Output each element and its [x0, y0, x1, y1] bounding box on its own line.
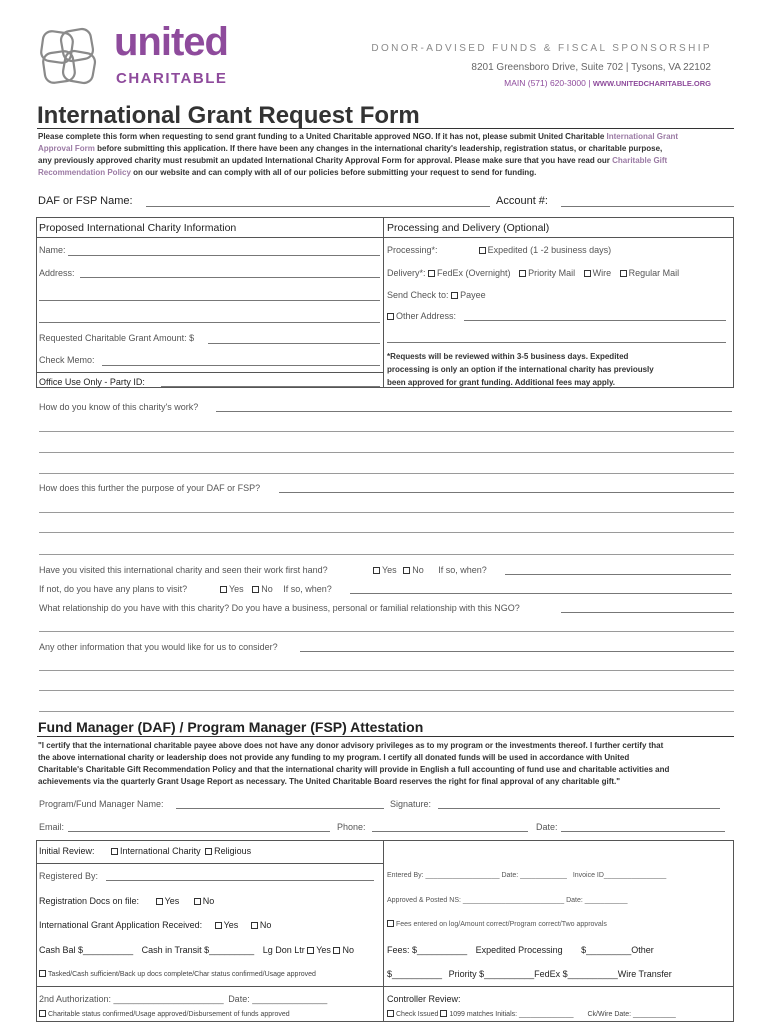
grant-amount-field[interactable] — [208, 343, 380, 344]
entered-by: Entered By: ___________________ — [387, 872, 500, 879]
q5-field-1[interactable] — [561, 612, 734, 613]
reg-docs-label: Registration Docs on file: — [39, 896, 140, 906]
approval-form-link-b[interactable]: Approval Form — [38, 144, 95, 153]
cash-row — [39, 945, 354, 955]
entered-by-row — [387, 872, 666, 879]
title-rule — [37, 128, 734, 129]
delivery-label: Delivery*: — [387, 268, 426, 278]
q5-label: What relationship do you have with this charity? Do you have a business, personal or familial relationship with this NGO? — [39, 603, 520, 613]
office-use-rule — [36, 372, 383, 373]
q2-label: How does this further the purpose of your DAF or FSP? — [39, 483, 261, 493]
regular-mail-label: Regular Mail — [628, 268, 680, 278]
name-label: Name: — [39, 245, 66, 255]
address-field-2[interactable] — [39, 300, 380, 301]
q3-when-field[interactable] — [505, 574, 731, 575]
processing-label: Processing*: — [387, 245, 438, 255]
address-field-3[interactable] — [39, 322, 380, 323]
processing-header: Processing and Delivery (Optional) — [387, 222, 550, 234]
manager-name-field[interactable] — [176, 808, 384, 809]
q2-field-3[interactable] — [39, 532, 734, 533]
check-memo-field[interactable] — [102, 365, 380, 366]
phone-field[interactable] — [372, 831, 528, 832]
charity-info-header: Proposed International Charity Information — [39, 222, 237, 234]
cash-transit: Cash in Transit $_________ — [141, 945, 255, 955]
signature-label: Signature: — [390, 799, 432, 809]
expedited-processing-label: Expedited Processing — [475, 945, 563, 955]
tasked-checkbox[interactable] — [39, 970, 46, 977]
check-issued-checkbox[interactable] — [387, 1010, 394, 1017]
char-status-label: Charitable status confirmed/Usage approved/Disbursement of funds approved — [48, 1011, 290, 1018]
phone: (571) 620-3000 | — [527, 78, 591, 88]
intro-text — [38, 131, 738, 179]
fees-label: Fees: $__________ — [387, 945, 468, 955]
processing-note — [387, 350, 732, 389]
religious-checkbox[interactable] — [205, 848, 212, 855]
fedex-checkbox[interactable] — [428, 270, 435, 277]
registered-by-field[interactable] — [106, 880, 374, 881]
charity-box-divider — [383, 217, 384, 388]
wire-label: Wire — [592, 268, 612, 278]
page-title: International Grant Request Form — [37, 102, 420, 129]
q1-field-3[interactable] — [39, 452, 734, 453]
intl-app-no-checkbox[interactable] — [251, 922, 258, 929]
q4-when-label: If so, when? — [283, 584, 332, 594]
intro-p4: on our website and can comply with all of our policies before submitting your request to send for funding. — [133, 168, 537, 177]
intl-charity-label: International Charity — [120, 846, 201, 856]
attestation-line-2: the above international charity or leadership does not provide any funding to my program. I certify all donated funds will be used in accordance with United — [38, 753, 630, 762]
priority-mail-checkbox[interactable] — [519, 270, 526, 277]
q3-when-label: If so, when? — [438, 565, 487, 575]
q4-yes-label: Yes — [229, 584, 244, 594]
intl-app-yes-label: Yes — [223, 920, 239, 930]
matches-checkbox[interactable] — [440, 1010, 447, 1017]
email-label: Email: — [39, 822, 65, 832]
fees-entered-row — [387, 920, 607, 928]
office-rule-1 — [36, 863, 383, 864]
grant-amount-label: Requested Charitable Grant Amount: $ — [39, 333, 195, 343]
char-status-row — [39, 1010, 290, 1018]
send-check-row — [387, 290, 486, 300]
lg-don-label: Lg Don Ltr — [262, 945, 305, 955]
q2-field-4[interactable] — [39, 554, 734, 555]
q3-yes-label: Yes — [382, 565, 397, 575]
brand-united: united — [114, 20, 228, 64]
account-field[interactable] — [561, 206, 734, 207]
delivery-row — [387, 268, 679, 278]
reg-docs-no-checkbox[interactable] — [194, 898, 201, 905]
second-auth-label: 2nd Authorization: ______________________ — [39, 994, 224, 1004]
note-line-3: been approved for grant funding. Additional fees may apply. — [387, 378, 616, 387]
reg-docs-no-label: No — [202, 896, 215, 906]
q4-when-field[interactable] — [350, 593, 732, 594]
fedex-label: FedEx (Overnight) — [437, 268, 511, 278]
q4-yes-checkbox[interactable] — [220, 586, 227, 593]
second-auth-row — [39, 994, 327, 1004]
q1-field-4[interactable] — [39, 473, 734, 474]
intro-p2: before submitting this application. If there have been any changes in the international charity's leadership, registration status, or charitable purpose, — [97, 144, 663, 153]
website[interactable]: WWW.UNITEDCHARITABLE.ORG — [592, 79, 711, 88]
q3-yes-checkbox[interactable] — [373, 567, 380, 574]
policy-link-b[interactable]: Recommendation Policy — [38, 168, 131, 177]
q3-options — [373, 565, 487, 575]
invoice-id: Invoice ID________________ — [572, 872, 667, 879]
attestation-heading: Fund Manager (DAF) / Program Manager (FSP) Attestation — [38, 719, 424, 735]
approved-date: Date: ___________ — [566, 897, 628, 904]
intl-charity-checkbox[interactable] — [111, 848, 118, 855]
q6-field-1[interactable] — [300, 651, 734, 652]
address-field-1[interactable] — [80, 277, 380, 278]
other-address-label: Other Address: — [396, 311, 457, 321]
q2-field-1[interactable] — [279, 492, 734, 493]
daf-name-field[interactable] — [146, 206, 490, 207]
fees-entered-label: Fees entered on log/Amount correct/Program correct/Two approvals — [396, 921, 607, 928]
name-field[interactable] — [68, 255, 380, 256]
party-id-field[interactable] — [161, 386, 380, 387]
address: 8201 Greensboro Drive, Suite 702 | Tysons, VA 22102 — [471, 62, 711, 73]
q4-no-checkbox[interactable] — [252, 586, 259, 593]
check-memo-label: Check Memo: — [39, 355, 95, 365]
date-label: Date: — [536, 822, 558, 832]
delivery-fees: Priority $__________FedEx $__________Wire Transfer — [448, 969, 672, 979]
controller-review-label: Controller Review: — [387, 994, 461, 1004]
approval-form-link-a[interactable]: International Grant — [606, 132, 679, 141]
send-check-label: Send Check to: — [387, 290, 449, 300]
q6-label: Any other information that you would like for us to consider? — [39, 642, 278, 652]
other-address-field-1[interactable] — [464, 320, 726, 321]
office-box-divider — [383, 840, 384, 1022]
address-label: Address: — [39, 268, 75, 278]
phone-label: Phone: — [337, 822, 366, 832]
lg-don-no-checkbox[interactable] — [333, 947, 340, 954]
logo — [36, 20, 246, 90]
other-address-row — [387, 311, 456, 321]
brand-charitable: CHARITABLE — [116, 70, 228, 87]
q1-label: How do you know of this charity's work? — [39, 402, 199, 412]
policy-link-a[interactable]: Charitable Gift — [612, 156, 668, 165]
priority-fee-amount: $__________ — [387, 969, 443, 979]
lg-don-no-label: No — [342, 945, 354, 955]
payee-checkbox[interactable] — [451, 292, 458, 299]
attestation-line-4: achievements via the quarterly Grant Usage Report as necessary. The United Charitable Board reserves the right for final approval of any charitable gift." — [38, 777, 621, 786]
expedited-label: Expedited (1 -2 business days) — [487, 245, 612, 255]
phone-prefix: MAIN — [504, 78, 526, 88]
attestation-text — [38, 740, 738, 788]
note-line-1: *Requests will be reviewed within 3-5 business days. Expedited — [387, 352, 629, 361]
date-field[interactable] — [561, 831, 725, 832]
q4-no-label: No — [261, 584, 273, 594]
tagline: DONOR-ADVISED FUNDS & FISCAL SPONSORSHIP — [371, 43, 712, 54]
attestation-line-1: "I certify that the international charitable payee above does not have any donor advisory privileges as to my program or the investments thereof. I further certify that — [38, 741, 664, 750]
q4-label: If not, do you have any plans to visit? — [39, 584, 188, 594]
charity-box-header-rule — [36, 237, 734, 238]
fees-entered-checkbox[interactable] — [387, 920, 394, 927]
approved-posted-row — [387, 897, 628, 904]
reg-docs-yes-label: Yes — [164, 896, 180, 906]
q4-options — [220, 584, 332, 594]
registered-by-label: Registered By: — [39, 871, 99, 881]
q1-field-2[interactable] — [39, 431, 734, 432]
priority-mail-label: Priority Mail — [528, 268, 576, 278]
signature-field[interactable] — [438, 808, 720, 809]
attestation-line-3: Charitable's Charitable Gift Recommendation Policy and that the international charity will provide in English a full accounting of fund use and charitable activities and — [38, 765, 670, 774]
wire-checkbox[interactable] — [584, 270, 591, 277]
daf-name-label: DAF or FSP Name: — [38, 195, 133, 207]
reg-docs-row — [39, 896, 214, 906]
office-rule-2 — [36, 986, 734, 987]
account-label: Account #: — [496, 195, 548, 207]
intl-app-yes-checkbox[interactable] — [215, 922, 222, 929]
expedited-checkbox[interactable] — [479, 247, 486, 254]
entered-date: Date: ____________ — [501, 872, 567, 879]
lg-don-yes-checkbox[interactable] — [307, 947, 314, 954]
lg-don-yes-label: Yes — [316, 945, 331, 955]
regular-mail-checkbox[interactable] — [620, 270, 627, 277]
initial-review-label: Initial Review: — [39, 846, 95, 856]
check-issued-label: Check Issued — [396, 1011, 439, 1018]
check-issued-row — [387, 1010, 676, 1018]
approved-posted: Approved & Posted NS: __________________________ — [387, 897, 565, 904]
q3-label: Have you visited this international charity and seen their work first hand? — [39, 565, 328, 575]
intl-app-no-label: No — [259, 920, 272, 930]
attestation-heading-rule — [37, 736, 734, 737]
second-auth-date: Date: _______________ — [228, 994, 328, 1004]
q6-field-4[interactable] — [39, 711, 734, 712]
tasked-row — [39, 970, 316, 978]
intl-app-row — [39, 920, 271, 930]
tasked-label: Tasked/Cash sufficient/Back up docs complete/Char status confirmed/Usage approved — [48, 971, 316, 978]
other-address-checkbox[interactable] — [387, 313, 394, 320]
other-address-field-2[interactable] — [387, 342, 726, 343]
intro-p1: Please complete this form when requesting to send grant funding to a United Charitable approved NGO. If it has not, please submit United Charitable — [38, 132, 605, 141]
office-use-label: Office Use Only - Party ID: — [39, 377, 145, 387]
logo-knot-icon — [36, 26, 102, 90]
initial-review-row — [39, 846, 251, 856]
email-field[interactable] — [68, 831, 330, 832]
note-line-2: processing is only an option if the international charity has previously — [387, 365, 654, 374]
q1-field-1[interactable] — [216, 411, 732, 412]
processing-row — [387, 245, 611, 255]
manager-name-label: Program/Fund Manager Name: — [39, 799, 164, 809]
char-status-checkbox[interactable] — [39, 1010, 46, 1017]
delivery-fees-row — [387, 969, 672, 979]
payee-label: Payee — [460, 290, 486, 300]
matches-label: 1099 matches Initials: ______________ — [449, 1011, 574, 1018]
cash-bal: Cash Bal $__________ — [39, 945, 134, 955]
contact-line — [504, 78, 711, 88]
q5-field-2[interactable] — [39, 631, 734, 632]
other-fee: $_________Other — [581, 945, 654, 955]
ck-wire-date: Ck/Wire Date: ___________ — [587, 1011, 676, 1018]
q6-field-3[interactable] — [39, 690, 734, 691]
fees-row — [387, 945, 654, 955]
q3-no-checkbox[interactable] — [403, 567, 410, 574]
intro-p3: any previously approved charity must resubmit an updated International Charity Approval Form for approval. Please make sure that you have read our — [38, 156, 610, 165]
q3-no-label: No — [412, 565, 424, 575]
q6-field-2[interactable] — [39, 670, 734, 671]
reg-docs-yes-checkbox[interactable] — [156, 898, 163, 905]
intl-app-label: International Grant Application Received: — [39, 920, 203, 930]
religious-label: Religious — [214, 846, 252, 856]
q2-field-2[interactable] — [39, 512, 734, 513]
